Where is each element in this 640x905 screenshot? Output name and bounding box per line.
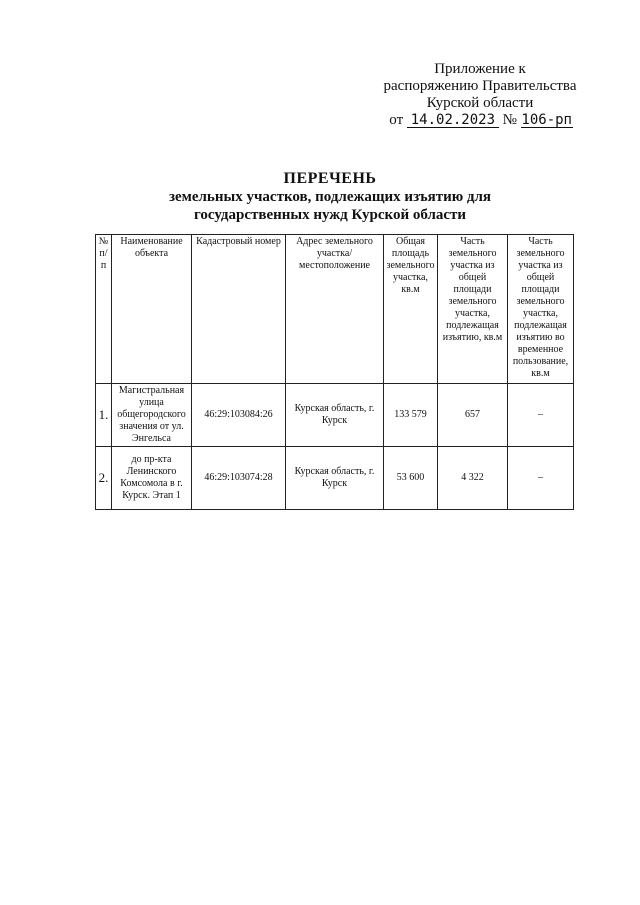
land-plots-table: [95, 234, 574, 510]
appendix-line-2: распоряжению Правительства: [383, 78, 577, 94]
header-number: № п/п: [96, 235, 112, 384]
row-number: 2.: [96, 447, 112, 510]
plot-address: Курская область, г. Курск: [286, 447, 384, 510]
temporary-area: –: [508, 384, 574, 447]
seized-area: 657: [438, 384, 508, 447]
order-reference: [382, 112, 580, 129]
row-number: 1.: [96, 384, 112, 447]
appendix-block: [380, 61, 580, 129]
seized-area: 4 322: [438, 447, 508, 510]
total-area: 133 579: [384, 384, 438, 447]
order-from-label: от: [389, 112, 404, 128]
header-address: Адрес земельного участка/ местоположение: [286, 235, 384, 384]
plot-address: Курская область, г. Курск: [286, 384, 384, 447]
header-total-area: Общая площадь земельного участка, кв.м: [384, 235, 438, 384]
order-number: 106-рп: [521, 112, 572, 128]
header-temporary-area: Часть земельного участка из общей площади земельного участка, подлежащая изъятию во временное пользование, кв.м: [508, 235, 574, 384]
appendix-line-3: Курской области: [426, 95, 534, 111]
header-seized-area: Часть земельного участка из общей площади земельного участка, подлежащая изъятию, кв.м: [438, 235, 508, 384]
table-header-row: [96, 235, 574, 384]
table-row: [96, 384, 574, 447]
order-date: 14.02.2023: [407, 113, 499, 128]
appendix-line-1: Приложение к: [434, 61, 526, 77]
document-subtitle-line-1: земельных участков, подлежащих изъятию для: [168, 189, 492, 205]
order-number-label: №: [502, 112, 517, 128]
object-name-upper: Магистральная улица общегородского значения от ул. Энгельса: [112, 384, 192, 447]
cadastral-number: 46:29:103084:26: [192, 384, 286, 447]
cadastral-number: 46:29:103074:28: [192, 447, 286, 510]
object-name-lower: до пр-кта Ленинского Комсомола в г. Курск. Этап 1: [112, 447, 192, 510]
total-area: 53 600: [384, 447, 438, 510]
document-title: ПЕРЕЧЕНЬ: [283, 170, 377, 187]
document-subtitle-line-2: государственных нужд Курской области: [193, 207, 467, 223]
header-cadastral-number: Кадастровый номер: [192, 235, 286, 384]
document-heading: [150, 170, 510, 224]
temporary-area: –: [508, 447, 574, 510]
table-row: [96, 447, 574, 510]
header-object-name: Наименование объекта: [112, 235, 192, 384]
